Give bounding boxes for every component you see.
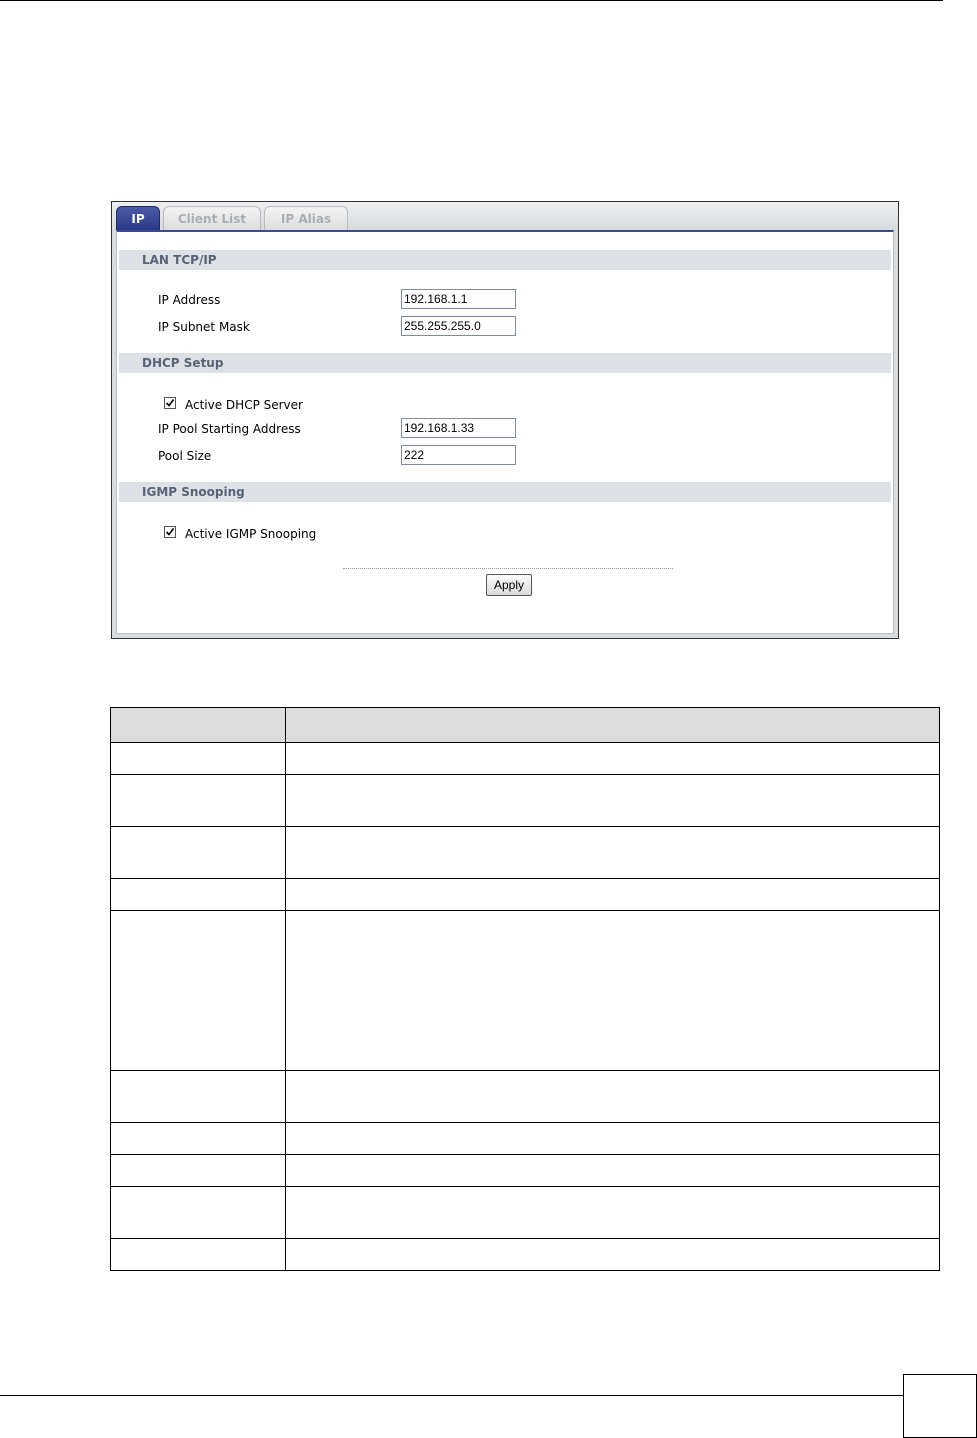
lan-ip-screen [111, 201, 899, 639]
table-cell [111, 1155, 286, 1187]
table-cell [286, 1071, 940, 1123]
active-dhcp-server-label: Active DHCP Server [185, 398, 303, 412]
pool-size-input[interactable] [401, 445, 516, 465]
check-icon [165, 527, 175, 537]
table-header-row [111, 708, 940, 743]
table-cell [111, 879, 286, 911]
ip-subnet-mask-input[interactable] [401, 316, 516, 336]
table-cell [286, 743, 940, 775]
table-row [111, 775, 940, 827]
table-cell [286, 1123, 940, 1155]
check-icon [165, 398, 175, 408]
active-igmp-snooping-checkbox[interactable] [164, 526, 176, 538]
section-igmp-snooping: IGMP Snooping [119, 482, 891, 502]
table-cell [286, 879, 940, 911]
page-header-rule [0, 0, 943, 1]
table-cell [286, 1187, 940, 1239]
table-row [111, 1187, 940, 1239]
tab-client-list[interactable]: Client List [163, 206, 261, 230]
table-cell [111, 1123, 286, 1155]
table-cell [286, 775, 940, 827]
table-cell [111, 775, 286, 827]
table-cell [286, 1155, 940, 1187]
table-cell [111, 827, 286, 879]
tab-bar [112, 202, 898, 230]
table-row [111, 1155, 940, 1187]
ip-subnet-mask-label: IP Subnet Mask [158, 320, 250, 334]
table-cell [111, 743, 286, 775]
active-dhcp-server-checkbox[interactable] [164, 397, 176, 409]
divider [343, 568, 673, 569]
settings-panel [116, 230, 894, 634]
table-cell [286, 827, 940, 879]
table-row [111, 743, 940, 775]
table-cell [286, 1239, 940, 1271]
table-row [111, 827, 940, 879]
table-cell [111, 1071, 286, 1123]
ip-address-input[interactable] [401, 289, 516, 309]
table-row [111, 1239, 940, 1271]
table-header-cell [111, 708, 286, 743]
page-footer-rule [0, 1395, 903, 1396]
active-igmp-snooping-label: Active IGMP Snooping [185, 527, 317, 541]
pool-size-label: Pool Size [158, 449, 212, 463]
section-dhcp-setup: DHCP Setup [119, 353, 891, 373]
table-row [111, 879, 940, 911]
ip-pool-start-input[interactable] [401, 418, 516, 438]
table-cell [111, 1187, 286, 1239]
section-lan-tcp-ip: LAN TCP/IP [119, 250, 891, 270]
table-cell [286, 911, 940, 1071]
ip-address-label: IP Address [158, 293, 221, 307]
table-cell [111, 1239, 286, 1271]
tab-ip[interactable]: IP [116, 206, 160, 230]
table-cell [111, 911, 286, 1071]
table-header-cell [286, 708, 940, 743]
table-row [111, 911, 940, 1071]
table-row [111, 1123, 940, 1155]
page-number-box [903, 1374, 977, 1438]
table-row [111, 1071, 940, 1123]
apply-button[interactable]: Apply [486, 574, 532, 596]
tab-ip-alias[interactable]: IP Alias [264, 206, 348, 230]
ip-pool-start-label: IP Pool Starting Address [158, 422, 301, 436]
field-description-table [110, 707, 940, 1271]
